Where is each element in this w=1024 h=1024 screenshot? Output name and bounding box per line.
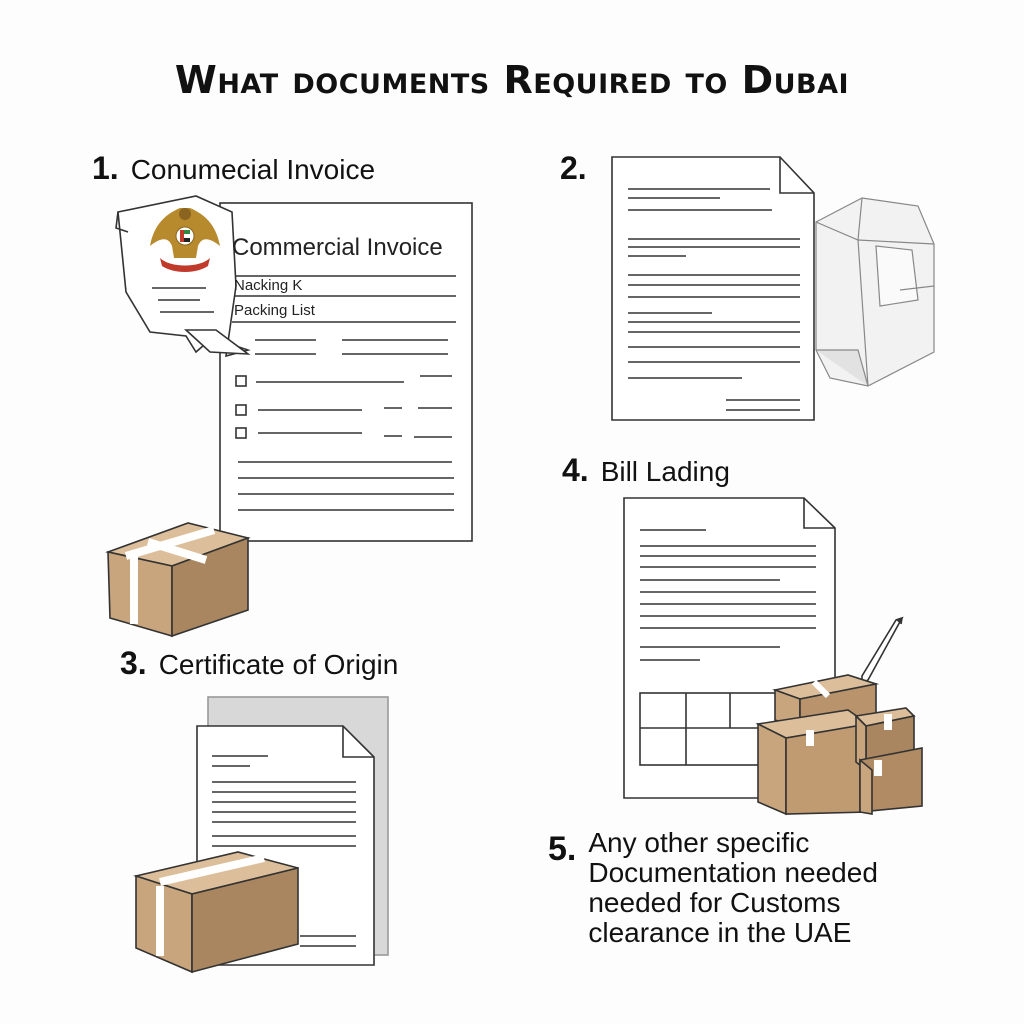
item-5-line: clearance in the UAE: [588, 917, 852, 948]
item-number: 1.: [92, 150, 119, 186]
pen-icon: [862, 618, 902, 683]
item-label: Bill Lading: [600, 456, 730, 487]
item-number: 3.: [120, 645, 147, 681]
item-number: 5.: [548, 830, 577, 868]
item-label: Certificate of Origin: [158, 649, 399, 680]
item-number: 4.: [562, 452, 589, 488]
wrapped-parcel-icon: [816, 198, 934, 386]
item-5-line: needed for Customs: [588, 887, 841, 918]
page-title: What documents Required to Dubai: [174, 58, 850, 102]
invoice-row: Packing List: [234, 302, 315, 319]
item-label: Conumecial Invoice: [130, 154, 376, 185]
item-number: 2.: [560, 150, 587, 186]
item-5-line: Documentation needed: [588, 857, 878, 888]
document-icon: [612, 157, 814, 420]
invoice-heading: Commercial Invoice: [232, 234, 443, 261]
invoice-row: Nacking K: [234, 277, 303, 294]
box-stack-icon: [758, 675, 922, 814]
item-5-line: Any other specific: [588, 827, 810, 858]
cardboard-box-icon: [108, 523, 248, 636]
